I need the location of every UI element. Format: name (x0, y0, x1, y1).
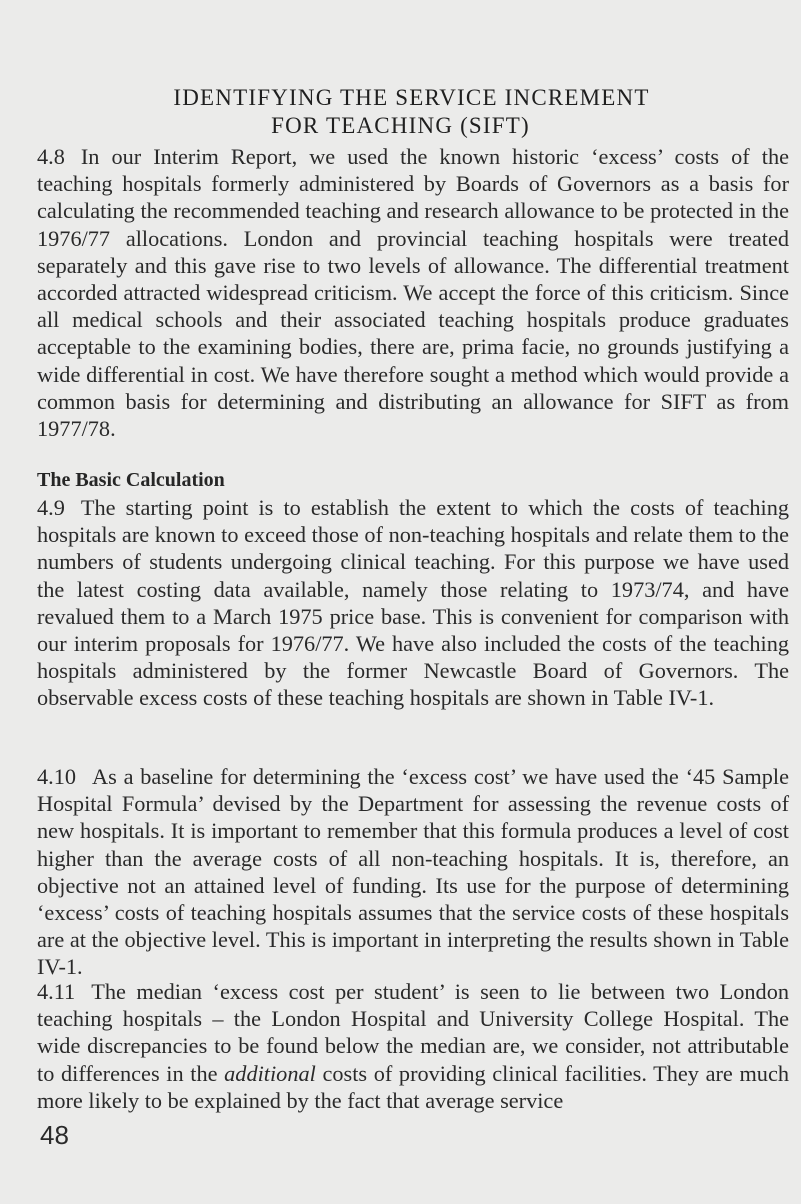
paragraph-text: The starting point is to establish the extent to which the costs of teaching hospitals are known to exceed those of non-teaching hospitals and relate them to the numbers of students undergoing clinical teaching. For this purpose we have used the latest costing data available, namely those relating to 1973/74, and have revalued them to a March 1975 price base. This is convenient for comparison with our interim proposals for 1976/77. We have also included the costs of the teaching hospitals administered by the former Newcastle Board of Governors. The observable excess costs of these teaching hospitals are shown in Table IV-1. (37, 495, 789, 711)
paragraph-4-9 (37, 494, 789, 712)
page-title-line-1: IDENTIFYING THE SERVICE INCREMENT (173, 85, 650, 110)
page-title-line-2: FOR TEACHING (SIFT) (271, 113, 530, 138)
paragraph-4-8 (37, 143, 789, 442)
section-heading: The Basic Calculation (37, 469, 225, 491)
paragraph-text: As a baseline for determining the ‘excess cost’ we have used the ‘45 Sample Hospital Formula’ devised by the Department for assessing the revenue costs of new hospitals. It is important to remember that this formula produces a level of cost higher than the average costs of all non-teaching hospitals. It is, therefore, an objective not an attained level of funding. Its use for the purpose of determining ‘excess’ costs of teaching hospitals assumes that the service costs of these hospitals are at the objective level. This is important in interpreting the results shown in Table IV-1. (37, 764, 789, 980)
italic-word: additional (224, 1060, 316, 1086)
paragraph-4-10 (37, 763, 789, 981)
paragraph-text: In our Interim Report, we used the known historic ‘excess’ costs of the teaching hospitals formerly administered by Boards of Governors as a basis for calculating the recommended teaching and research allowance to be protected in the 1976/77 allocations. London and provincial teaching hospitals were treated separately and this gave rise to two levels of allowance. The differential treatment accorded attracted widespread criticism. We accept the force of this criticism. Since all medical schools and their associated teaching hospitals produce graduates acceptable to the examining bodies, there are, prima facie, no grounds justifying a wide differential in cost. We have therefore sought a method which would provide a common basis for determining and distributing an allowance for SIFT as from 1977/78. (37, 144, 789, 442)
paragraph-4-11 (37, 978, 789, 1114)
paragraph-number: 4.11 (37, 979, 76, 1004)
paragraph-number: 4.8 (37, 144, 65, 169)
paragraph-text-after-italic: costs of providing clinical facilities. They are much more likely to be explained by the fact that average service (37, 1060, 789, 1113)
paragraph-text-before-italic: The median ‘excess cost per student’ is seen to lie between two London teaching hospitals – the London Hospital and University College Hospital. The wide discrepancies to be found below the median are, we consider, not attributable to differences in the (37, 979, 789, 1086)
paragraph-number: 4.10 (37, 764, 77, 789)
paragraph-number: 4.9 (37, 495, 65, 520)
page-number: 48 (40, 1120, 69, 1150)
